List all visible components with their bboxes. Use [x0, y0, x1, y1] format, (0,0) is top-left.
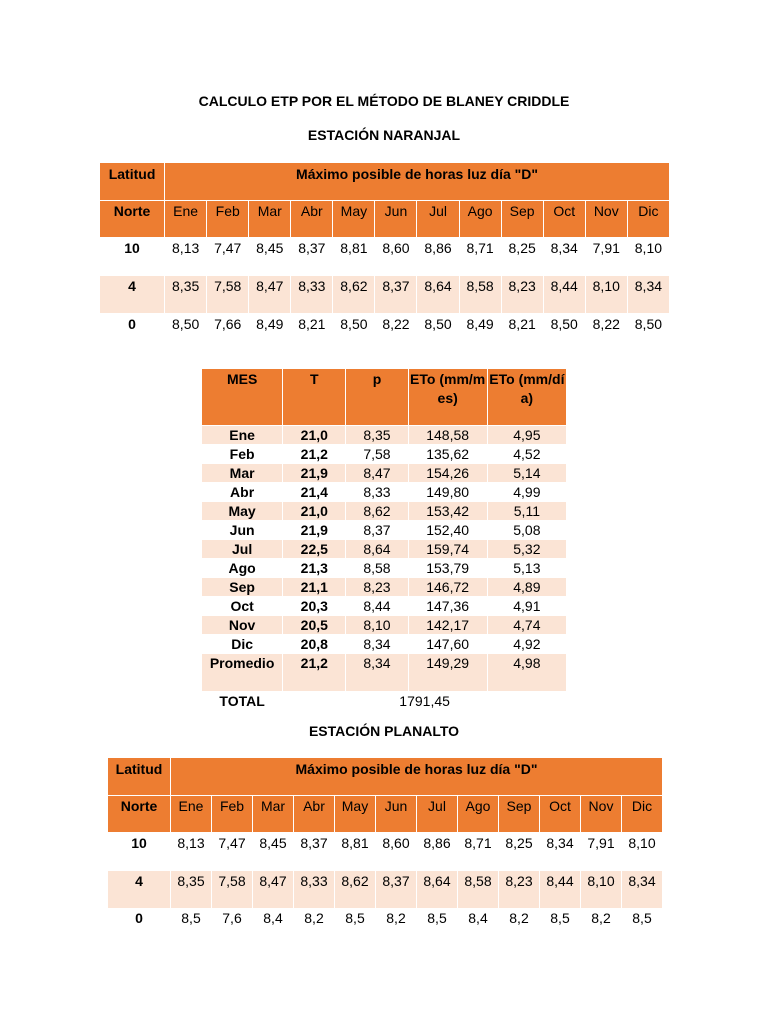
hours-value: 8,13 [165, 238, 207, 276]
eto-cell: 8,23 [346, 578, 408, 597]
hours-value: 7,47 [207, 238, 249, 276]
eto-cell: 4,92 [487, 635, 566, 654]
eto-cell: 20,5 [283, 616, 346, 635]
eto-cell: 8,34 [346, 654, 408, 692]
latitude-value: 10 [108, 833, 171, 871]
hours-value: 8,5 [335, 909, 376, 928]
hours-value: 8,4 [253, 909, 294, 928]
month-header: Feb [212, 796, 253, 833]
month-label: Jun [202, 521, 283, 540]
eto-cell: 8,62 [346, 502, 408, 521]
hours-value: 8,21 [501, 314, 543, 352]
month-header: Jun [375, 201, 417, 238]
hours-value: 8,37 [375, 276, 417, 314]
month-header: Oct [540, 796, 581, 833]
eto-cell: 152,40 [408, 521, 487, 540]
total-value: 1791,45 [283, 692, 567, 711]
hours-value: 8,5 [417, 909, 458, 928]
hours-value: 8,45 [253, 833, 294, 871]
hours-value: 8,33 [291, 276, 333, 314]
hours-value: 8,13 [171, 833, 212, 871]
daylight-hours-title: Máximo posible de horas luz día "D" [171, 758, 663, 796]
hours-value: 8,49 [459, 314, 501, 352]
hours-value: 7,91 [585, 238, 627, 276]
hours-value: 8,22 [375, 314, 417, 352]
hours-value: 8,10 [585, 276, 627, 314]
month-header: May [335, 796, 376, 833]
hours-value: 7,66 [207, 314, 249, 352]
month-header: Jul [417, 201, 459, 238]
hours-value: 8,10 [627, 238, 669, 276]
month-header: Ago [458, 796, 499, 833]
hours-value: 8,34 [540, 833, 581, 871]
eto-cell: 5,11 [487, 502, 566, 521]
eto-cell: 147,36 [408, 597, 487, 616]
eto-cell: 4,95 [487, 426, 566, 445]
hours-value: 8,2 [499, 909, 540, 928]
hours-value: 8,34 [627, 276, 669, 314]
month-header: Nov [581, 796, 622, 833]
eto-cell: 147,60 [408, 635, 487, 654]
month-label: Mar [202, 464, 283, 483]
eto-cell: 7,58 [346, 445, 408, 464]
total-label: TOTAL [202, 692, 283, 711]
latitude-value: 0 [108, 909, 171, 928]
eto-cell: 142,17 [408, 616, 487, 635]
hours-value: 8,35 [165, 276, 207, 314]
hours-value: 8,10 [581, 871, 622, 909]
eto-cell: 21,9 [283, 464, 346, 483]
hours-value: 8,64 [417, 276, 459, 314]
hours-value: 8,2 [294, 909, 335, 928]
hours-value: 8,58 [459, 276, 501, 314]
hours-value: 8,45 [249, 238, 291, 276]
latitude-value: 0 [100, 314, 165, 352]
eto-cell: 5,32 [487, 540, 566, 559]
eto-cell: 4,91 [487, 597, 566, 616]
hours-value: 8,86 [417, 833, 458, 871]
eto-column-header: MES [202, 369, 283, 426]
eto-column-header: T [283, 369, 346, 426]
eto-cell: 5,08 [487, 521, 566, 540]
month-header: Abr [294, 796, 335, 833]
hours-value: 8,50 [543, 314, 585, 352]
latitude-header: Latitud [100, 163, 165, 201]
hours-value: 8,64 [417, 871, 458, 909]
hours-value: 8,34 [543, 238, 585, 276]
hours-value: 8,21 [291, 314, 333, 352]
station-planalto-heading: ESTACIÓN PLANALTO [308, 723, 460, 739]
eto-cell: 135,62 [408, 445, 487, 464]
hours-value: 8,62 [335, 871, 376, 909]
hours-value: 8,37 [291, 238, 333, 276]
eto-cell: 4,89 [487, 578, 566, 597]
hours-value: 8,50 [165, 314, 207, 352]
month-label: Abr [202, 483, 283, 502]
eto-cell: 21,0 [283, 426, 346, 445]
eto-cell: 21,3 [283, 559, 346, 578]
document-title: CALCULO ETP POR EL MÉTODO DE BLANEY CRIDDLE [198, 93, 570, 109]
eto-column-header: p [346, 369, 408, 426]
hours-value: 7,58 [212, 871, 253, 909]
hours-value: 8,58 [458, 871, 499, 909]
eto-cell: 154,26 [408, 464, 487, 483]
hours-value: 8,81 [333, 238, 375, 276]
norte-label: Norte [100, 201, 165, 238]
eto-cell: 22,5 [283, 540, 346, 559]
month-label: Nov [202, 616, 283, 635]
hours-value: 8,37 [294, 833, 335, 871]
eto-cell: 8,33 [346, 483, 408, 502]
latitude-value: 4 [100, 276, 165, 314]
month-label: Ene [202, 426, 283, 445]
eto-cell: 8,34 [346, 635, 408, 654]
eto-cell: 5,14 [487, 464, 566, 483]
hours-value: 8,60 [375, 238, 417, 276]
daylight-hours-table-naranjal [99, 162, 670, 352]
hours-value: 8,81 [335, 833, 376, 871]
eto-cell: 8,58 [346, 559, 408, 578]
month-header: Sep [501, 201, 543, 238]
hours-value: 8,5 [540, 909, 581, 928]
month-header: Mar [253, 796, 294, 833]
hours-value: 8,71 [459, 238, 501, 276]
hours-value: 8,22 [585, 314, 627, 352]
hours-value: 7,47 [212, 833, 253, 871]
month-header: Abr [291, 201, 333, 238]
month-header: May [333, 201, 375, 238]
month-header: Oct [543, 201, 585, 238]
eto-cell: 4,52 [487, 445, 566, 464]
month-label: May [202, 502, 283, 521]
hours-value: 8,2 [376, 909, 417, 928]
hours-value: 8,2 [581, 909, 622, 928]
eto-cell: 153,79 [408, 559, 487, 578]
eto-cell: 4,99 [487, 483, 566, 502]
latitude-value: 4 [108, 871, 171, 909]
eto-cell: 149,29 [408, 654, 487, 692]
month-label: Sep [202, 578, 283, 597]
month-header: Dic [627, 201, 669, 238]
eto-cell: 149,80 [408, 483, 487, 502]
hours-value: 8,47 [249, 276, 291, 314]
month-header: Nov [585, 201, 627, 238]
month-header: Mar [249, 201, 291, 238]
eto-cell: 21,1 [283, 578, 346, 597]
hours-value: 8,25 [499, 833, 540, 871]
month-label: Feb [202, 445, 283, 464]
hours-value: 8,37 [376, 871, 417, 909]
hours-value: 8,50 [333, 314, 375, 352]
month-header: Feb [207, 201, 249, 238]
hours-value: 8,71 [458, 833, 499, 871]
hours-value: 8,86 [417, 238, 459, 276]
latitude-value: 10 [100, 238, 165, 276]
month-header: Dic [622, 796, 663, 833]
hours-value: 8,50 [417, 314, 459, 352]
month-header: Jul [417, 796, 458, 833]
eto-cell: 4,98 [487, 654, 566, 692]
hours-value: 8,35 [171, 871, 212, 909]
eto-cell: 153,42 [408, 502, 487, 521]
eto-cell: 20,8 [283, 635, 346, 654]
hours-value: 8,4 [458, 909, 499, 928]
eto-cell: 8,37 [346, 521, 408, 540]
hours-value: 8,5 [622, 909, 663, 928]
eto-table [201, 368, 567, 711]
hours-value: 8,23 [499, 871, 540, 909]
hours-value: 8,50 [627, 314, 669, 352]
eto-cell: 21,4 [283, 483, 346, 502]
eto-cell: 148,58 [408, 426, 487, 445]
eto-cell: 21,2 [283, 654, 346, 692]
hours-value: 8,49 [249, 314, 291, 352]
month-label: Promedio [202, 654, 283, 692]
month-label: Jul [202, 540, 283, 559]
eto-cell: 159,74 [408, 540, 487, 559]
month-header: Ene [165, 201, 207, 238]
eto-cell: 20,3 [283, 597, 346, 616]
eto-cell: 8,47 [346, 464, 408, 483]
month-label: Dic [202, 635, 283, 654]
eto-cell: 21,9 [283, 521, 346, 540]
month-label: Ago [202, 559, 283, 578]
daylight-hours-title: Máximo posible de horas luz día "D" [165, 163, 670, 201]
hours-value: 8,47 [253, 871, 294, 909]
eto-column-header: ETo (mm/mes) [408, 369, 487, 426]
station-naranjal-heading: ESTACIÓN NARANJAL [307, 127, 461, 143]
eto-cell: 8,35 [346, 426, 408, 445]
hours-value: 8,10 [622, 833, 663, 871]
latitude-header: Latitud [108, 758, 171, 796]
hours-value: 8,5 [171, 909, 212, 928]
hours-value: 7,91 [581, 833, 622, 871]
eto-cell: 146,72 [408, 578, 487, 597]
month-header: Jun [376, 796, 417, 833]
daylight-hours-table-planalto [107, 757, 663, 928]
eto-cell: 21,2 [283, 445, 346, 464]
eto-cell: 21,0 [283, 502, 346, 521]
hours-value: 8,60 [376, 833, 417, 871]
hours-value: 8,25 [501, 238, 543, 276]
norte-label: Norte [108, 796, 171, 833]
hours-value: 8,23 [501, 276, 543, 314]
hours-value: 7,58 [207, 276, 249, 314]
month-label: Oct [202, 597, 283, 616]
eto-cell: 8,44 [346, 597, 408, 616]
month-header: Ene [171, 796, 212, 833]
hours-value: 8,33 [294, 871, 335, 909]
month-header: Sep [499, 796, 540, 833]
hours-value: 8,44 [540, 871, 581, 909]
eto-cell: 8,64 [346, 540, 408, 559]
month-header: Ago [459, 201, 501, 238]
eto-column-header: ETo (mm/día) [487, 369, 566, 426]
hours-value: 8,62 [333, 276, 375, 314]
hours-value: 8,34 [622, 871, 663, 909]
eto-cell: 4,74 [487, 616, 566, 635]
eto-cell: 5,13 [487, 559, 566, 578]
hours-value: 7,6 [212, 909, 253, 928]
eto-cell: 8,10 [346, 616, 408, 635]
hours-value: 8,44 [543, 276, 585, 314]
